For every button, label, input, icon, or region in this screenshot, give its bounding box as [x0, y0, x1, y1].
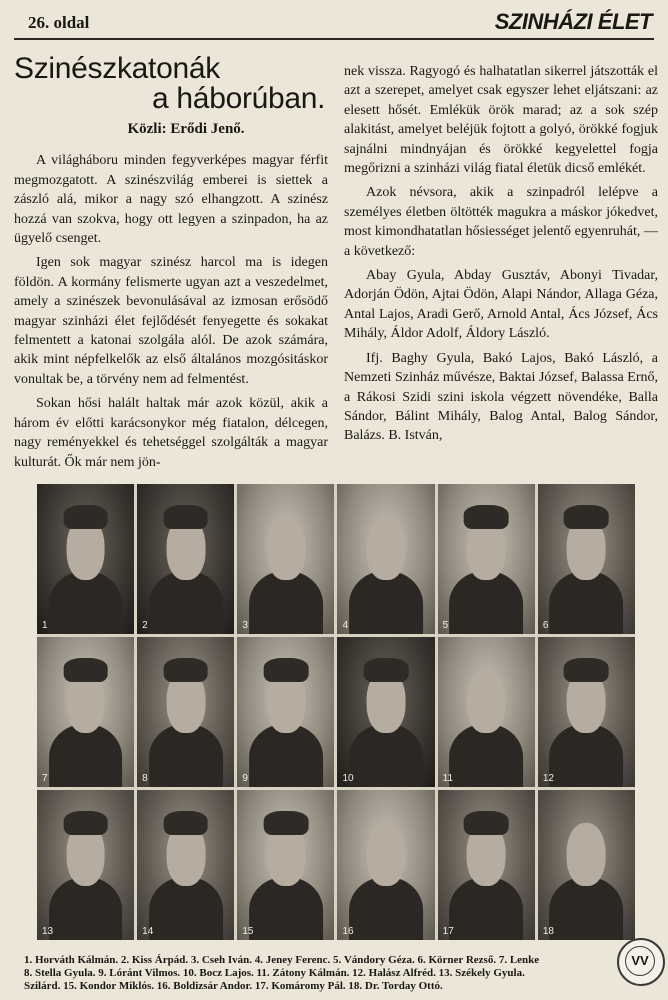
portrait-photo [538, 484, 635, 634]
photo-number: 10 [342, 773, 354, 784]
paragraph: Sokan hősi halált haltak már azok közül, akik a három év előtti karácsonykor még fiatalon, délcegen, nagy reményekkel és tehetséggel szolgálták a magyar kulturát. Ők már nem jön- [14, 396, 328, 470]
caption-line: Szilárd. 15. Kondor Miklós. 16. Boldizsár Andor. 17. Komáromy Pál. 18. Dr. Torday Ottó. [24, 980, 443, 992]
photo-number: 2 [142, 620, 148, 631]
photo-number: 18 [542, 926, 554, 937]
photo-number: 8 [142, 773, 148, 784]
portrait-photo [337, 484, 434, 634]
photo-number: 6 [542, 620, 549, 631]
article-title [14, 54, 328, 114]
article-title-line1: Szinészkatonák [14, 52, 220, 85]
photo-number: 7 [42, 773, 48, 784]
portrait-photo [438, 484, 535, 634]
paragraph: Abay Gyula, Abday Gusztáv, Abonyi Tivadar, Adorján Ödön, Ajtai Ödön, Alapi Nándor, Allaga Géza, Antal Lajos, Aradi Gerő, Arnold Antal, Ács József, Ács Mihály, Áldor Adolf, Áldory László. [344, 268, 658, 342]
article-title-line2: a háborúban. [152, 82, 326, 115]
photo-number: 13 [42, 926, 54, 937]
photo-number: 14 [142, 926, 154, 937]
article-byline: Közli: Erődi Jenő. [127, 121, 245, 137]
article-right-column [344, 62, 658, 451]
portrait-photo [137, 484, 234, 634]
photo-number: 17 [442, 926, 454, 937]
caption-line: 1. Horváth Kálmán. 2. Kiss Árpád. 3. Cseh Iván. 4. Jeney Ferenc. 5. Vándory Géza. 6. Körner Rezső. 7. Lenke [24, 954, 540, 966]
photo-number: 3 [242, 620, 248, 631]
portrait-photo [137, 790, 234, 940]
photo-number: 15 [242, 926, 254, 937]
photo-number: 16 [342, 926, 354, 937]
photo-number: 11 [442, 773, 454, 784]
portrait-photo [137, 637, 234, 787]
caption-line: 8. Stella Gyula. 9. Lóránt Vilmos. 10. Bocz Lajos. 11. Zátony Kálmán. 12. Halász Alfréd. 13. Székely Gyula. [24, 967, 525, 979]
portrait-photo [237, 790, 334, 940]
page-header [14, 8, 654, 40]
paragraph: Igen sok magyar szinész harcol ma is idegen földön. A kormány felismerte ugyan azt a veszedelmet, amely a szinészek bevonulásával az izmosan erősödő magyar szinházi élet fejlődését fenyegette és sokakat felmentett a katonai szolgála alól. De azok számára, akik mint népfelkelők az első általános mozgósitáskor vonultak be, a törvény nem ad felmentést. [14, 255, 328, 387]
library-stamp-logo [617, 938, 665, 986]
portrait-photo [37, 484, 134, 634]
portrait-photo [237, 637, 334, 787]
paragraph: nek vissza. Ragyogó és halhatatlan sikerrel játszották el azt a szerepet, amelyet csak egyszer lehet eljátszani: az elesett hősét. Emlékük örök marad; az a sok szép alakitást, amelyet beléjük fojtott a golyó, örökké fogjuk sajnálni mindnyájan és örökké kegyelettel fogja megőrizni a szinházi világ fiatal életük dicső emlékét. [344, 64, 658, 177]
portrait-photo [237, 484, 334, 634]
stamp-monogram: VV [625, 946, 655, 976]
portrait-photo [337, 790, 434, 940]
page-number: 26. oldal [28, 13, 90, 32]
paragraph: Ifj. Baghy Gyula, Bakó Lajos, Bakó László, a Nemzeti Szinház művésze, Baktai József, Balassa Ernő, a Rákosi Szidi szini iskola végzett növendéke, Balla Sándor, Bálint Mihály, Balog Antal, Balog Sándor, Balázs. B. István, [344, 350, 658, 444]
photo-caption [24, 954, 644, 993]
paragraph: A világháboru minden fegyverképes magyar férfit megmozgatott. A szinészvilág emberei is siettek a zászló alá, mikor a nagy szó elhangzott. A szinész hozzá van szokva, hogy ott legyen a szinpadon, ha az ügyelő csenget. [14, 153, 328, 247]
portrait-photo [438, 637, 535, 787]
portrait-photo [37, 790, 134, 940]
portrait-photo [37, 637, 134, 787]
photo-number: 1 [42, 620, 48, 631]
photo-number: 9 [242, 773, 248, 784]
magazine-title: SZINHÁZI ÉLET [494, 9, 652, 34]
portrait-grid [37, 484, 635, 940]
paragraph: Azok névsora, akik a szinpadról lelépve a személyes életben öltötték magukra a máskor jókedvet, most kimondhatatlan hősiességet jelentő egyenruhát, — a következő: [344, 185, 658, 259]
portrait-photo [538, 790, 635, 940]
photo-number: 12 [542, 773, 554, 784]
photo-number: 5 [442, 620, 449, 631]
portrait-photo [538, 637, 635, 787]
article-left-column [14, 54, 328, 477]
photo-number: 4 [342, 620, 349, 631]
portrait-photo [337, 637, 434, 787]
portrait-photo [438, 790, 535, 940]
